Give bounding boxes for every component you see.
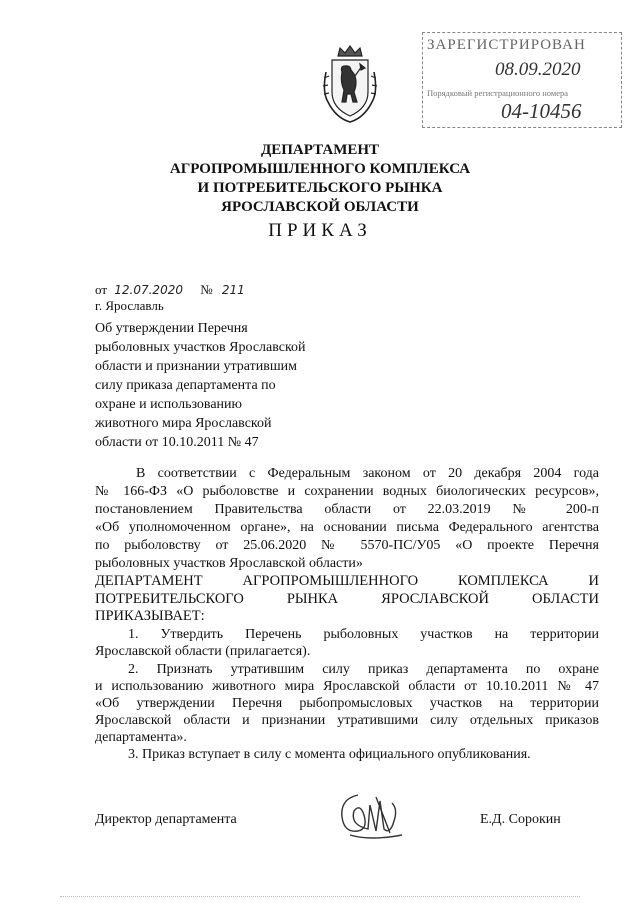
preamble-line: № 166-ФЗ «О рыболовстве и сохранении водных биологических ресурсов», (95, 484, 599, 499)
authority-line: ПОТРЕБИТЕЛЬСКОГО РЫНКА ЯРОСЛАВСКОЙ ОБЛАСТИ (95, 591, 599, 607)
page-bottom-edge (60, 896, 580, 897)
coat-of-arms-emblem (318, 42, 382, 124)
item-3-line: 3. Приказ вступает в силу с момента официального опубликования. (128, 747, 531, 762)
stamp-subtitle: Порядковый регистрационного номера (427, 88, 569, 98)
order-date-handwritten: 12.07.2020 (114, 283, 183, 297)
number-prefix: № (200, 282, 213, 297)
preamble-line: В соответствии с Федеральным законом от 20 декабря 2004 года (136, 466, 599, 481)
item-2-line: и использованию животного мира Ярославской области от 10.10.2011 № 47 (95, 679, 599, 694)
item-2-line: 2. Признать утратившим силу приказ департамента по охране (128, 662, 599, 677)
item-2-line: «Об утверждении Перечня рыбопромысловых участков на территории (95, 696, 599, 711)
org-name-line: ДЕПАРТАМЕНТ (260, 142, 380, 158)
stamp-title: ЗАРЕГИСТРИРОВАН (427, 37, 586, 53)
item-1-line: 1. Утвердить Перечень рыболовных участков на территории (128, 627, 599, 642)
authority-line: ДЕПАРТАМЕНТ АГРОПРОМЫШЛЕННОГО КОМПЛЕКСА И (95, 573, 599, 589)
date-prefix: от (95, 282, 108, 297)
preamble-line: рыболовных участков Ярославской области» (95, 556, 363, 571)
signatory-name: Е.Д. Сорокин (480, 812, 561, 827)
item-1-line: Ярославской области (прилагается). (95, 644, 311, 659)
subject-line: области и признании утратившим (95, 359, 297, 374)
order-date-row (95, 282, 245, 298)
org-name-line: АГРОПРОМЫШЛЕННОГО КОМПЛЕКСА (169, 161, 471, 177)
signatory-position: Директор департамента (95, 812, 237, 827)
subject-line: области от 10.10.2011 № 47 (95, 435, 259, 450)
subject-line: животного мира Ярославской (95, 416, 272, 431)
subject-line: Об утверждении Перечня (95, 321, 248, 336)
document-type-title: ПРИКАЗ (268, 220, 372, 241)
authority-line: ПРИКАЗЫВАЕТ: (95, 608, 205, 624)
stamp-date: 08.09.2020 (495, 59, 581, 80)
order-number-handwritten: 211 (221, 283, 245, 297)
registration-stamp (422, 32, 622, 128)
item-2-line: Ярославской области и признании утратившими силу отдельных приказов (95, 713, 599, 728)
org-name-line: И ПОТРЕБИТЕЛЬСКОГО РЫНКА (197, 180, 443, 196)
item-2-line: департамента». (95, 730, 187, 745)
subject-line: охране и использованию (95, 397, 242, 412)
preamble-line: постановлением Правительства области от 22.03.2019 № 200-п (95, 502, 599, 517)
stamp-number: 04-10456 (501, 99, 582, 123)
handwritten-signature (330, 785, 420, 845)
preamble-line: по рыболовству от 25.06.2020 № 5570-ПС/У05 «О проекте Перечня (95, 538, 599, 553)
preamble-line: «Об уполномоченном органе», на основании письма Федерального агентства (95, 520, 599, 535)
subject-line: силу приказа департамента по (95, 378, 276, 393)
city: г. Ярославль (95, 298, 164, 313)
subject-line: рыболовных участков Ярославской (95, 340, 306, 355)
org-name-line: ЯРОСЛАВСКОЙ ОБЛАСТИ (221, 199, 419, 215)
